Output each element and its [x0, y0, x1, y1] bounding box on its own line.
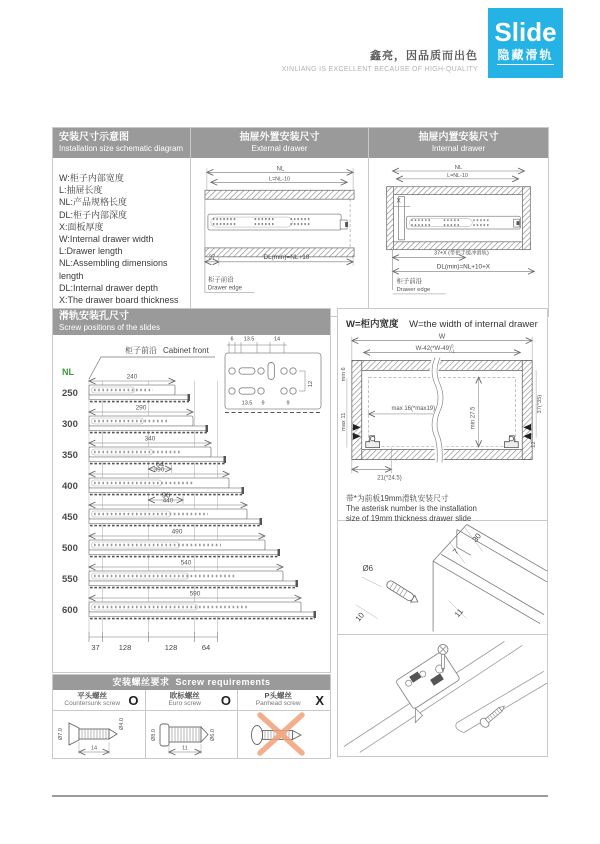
svg-text:9: 9 [286, 400, 290, 407]
dim-max11: max 11 [340, 412, 347, 432]
nl-value: 550 [62, 574, 78, 585]
svg-text:13.5: 13.5 [241, 400, 253, 407]
definition-line: DL:Internal drawer depth [59, 282, 159, 293]
dim-w42: $W-42(*W-49)^0$ -1 [415, 343, 455, 354]
internal-drawer-panel [368, 127, 549, 317]
svg-text:12: 12 [308, 380, 314, 388]
screw-requirements-panel [52, 674, 331, 759]
external-drawer-header [191, 128, 368, 158]
right-column [337, 308, 548, 757]
schematic-header [53, 128, 190, 158]
svg-text:柜子前沿: 柜子前沿 [125, 346, 157, 355]
definition-line: L:Drawer length [59, 246, 123, 257]
screw-requirements-title-en: Screw requirements [175, 677, 271, 687]
assembly-section [338, 635, 547, 754]
brand-subtitle: 隐藏滑轨 [497, 46, 553, 65]
internal-drawer-header [369, 128, 548, 158]
slide-row [89, 529, 280, 557]
screw-positions-panel [52, 308, 331, 673]
dim-head: Ø8.0 [150, 729, 157, 741]
dim-d6: Ø6 [362, 564, 373, 574]
dim-min275: min 27.5 [470, 406, 477, 430]
internal-title-en: Internal drawer [431, 144, 486, 153]
schematic-title-zh: 安装尺寸示意图 [59, 132, 129, 143]
svg-text:64: 64 [201, 643, 211, 652]
panhead-screw-label [238, 690, 330, 711]
definition-line: X:The drawer board thickness [59, 295, 179, 306]
svg-text:9: 9 [261, 400, 265, 407]
svg-text:590: 590 [189, 590, 201, 598]
dim-30: 30 [470, 531, 484, 545]
drawer-edge-en: Drawer edge [207, 285, 242, 292]
dim-leaders [356, 527, 483, 618]
dim-head: Ø7.0 [58, 728, 64, 740]
svg-text:128: 128 [118, 643, 132, 652]
slide-assembly [208, 214, 348, 230]
svg-text:64: 64 [155, 459, 165, 469]
slide-row [89, 560, 298, 588]
countersunk-name-en: Countersunk screw [64, 700, 121, 708]
external-title-en: External drawer [251, 144, 308, 153]
svg-text:14: 14 [273, 336, 281, 343]
euro-screw-cell [146, 690, 239, 758]
external-title-zh: 抽屉外置安装尺寸 [239, 132, 320, 143]
nl-value: 600 [62, 605, 78, 616]
screw-requirements-header [53, 675, 330, 690]
nl-column-header: NL [62, 367, 74, 377]
euro-screw-label [146, 690, 238, 711]
cross-section-drawing [338, 330, 547, 488]
dim-11: 11 [452, 606, 465, 620]
dim-nl: NL [454, 165, 463, 172]
asterisk-note-en2: size of 19mm thickness drawer slide [346, 514, 472, 524]
tagline-zh: 鑫亮，因品质而出色 [370, 50, 478, 62]
panhead-name-en: Panhead screw [255, 700, 301, 708]
dim-37-35: 37(*35) [537, 394, 544, 414]
asterisk-note-zh: 带*为前板19mm滑轨安装尺寸 [346, 494, 449, 503]
dim-max16: max 16(*max19) [391, 405, 436, 412]
svg-text:13.5: 13.5 [243, 336, 255, 343]
asterisk-note-en1: The asterisk number is the installation [346, 504, 477, 514]
dim-w: W [438, 333, 446, 341]
panhead-screw-cell [238, 690, 330, 758]
dim-length: 11 [181, 745, 188, 752]
screw-positions-drawing [53, 335, 330, 667]
screw-positions-header [53, 309, 330, 335]
svg-text:540: 540 [180, 559, 192, 567]
internal-width-title-en: W=the width of internal drawer [409, 319, 538, 330]
screw-side [478, 702, 507, 729]
svg-text:96: 96 [161, 490, 171, 500]
countersunk-screw-label [53, 690, 145, 711]
internal-width-title [338, 309, 547, 330]
svg-text:440: 440 [162, 497, 174, 505]
drawer-edge-en: Drawer edge [396, 286, 431, 293]
svg-text:128: 128 [164, 643, 178, 652]
svg-text:390: 390 [153, 466, 165, 474]
internal-width-title-zh: W=柜内宽度 [346, 319, 399, 330]
dim-nl: NL [276, 166, 285, 173]
definition-line: W:Internal drawer width [59, 234, 154, 245]
svg-text:240: 240 [126, 373, 138, 381]
dim-front: 37+X (带把手缓冲滑轨) [434, 250, 489, 257]
tagline-en: XINLIANG IS EXCELLENT BECAUSE OF HIGH-QUALITY [281, 66, 478, 73]
definition-line: X:面板厚度 [59, 221, 104, 232]
definition-line: W:柜子内部宽度 [59, 173, 124, 183]
front-fixing-drawing [338, 521, 547, 634]
screw-positions-title-zh: 滑轨安装孔尺寸 [59, 311, 129, 322]
dim-l: L=NL-10 [447, 172, 468, 179]
internal-width-section [338, 309, 547, 524]
nl-value: 250 [62, 388, 78, 399]
dim-front: 37 [208, 254, 216, 261]
definition-line: NL:Assembling dimensions length [59, 258, 168, 281]
screw-requirements-title-zh: 安装螺丝要求 [112, 677, 170, 687]
brand-logo [488, 8, 563, 78]
dim-length: 14 [90, 745, 98, 752]
drawer-edge-zh: 柜子前沿 [207, 276, 234, 284]
top-section-row [52, 127, 549, 317]
internal-title-zh: 抽屉内置安装尺寸 [418, 132, 499, 143]
svg-text:490: 490 [171, 528, 183, 536]
asterisk-note [338, 493, 547, 525]
bottom-dimensions [89, 632, 218, 652]
nl-value: 450 [62, 512, 78, 523]
hole-pattern-inset [225, 337, 321, 413]
svg-text:21(*24.5): 21(*24.5) [377, 475, 402, 482]
dowel-screw [385, 580, 419, 606]
svg-text:340: 340 [144, 435, 156, 443]
dim-shaft: Ø4.0 [119, 718, 125, 730]
dim-shaft: Ø6.0 [209, 729, 216, 741]
assembly-drawing [338, 635, 547, 753]
external-drawer-panel [190, 127, 369, 317]
svg-text:Cabinet front: Cabinet front [163, 346, 209, 355]
panhead-name-zh: P头螺丝 [264, 691, 292, 701]
dim-12: 12 [531, 441, 538, 448]
screw-positions-title-en: Screw positions of the slides [59, 323, 160, 332]
tagline [282, 47, 478, 73]
slide-row [89, 591, 316, 619]
nl-value: 500 [62, 543, 78, 554]
cabinet-front-label [89, 345, 215, 379]
nl-value: 300 [62, 419, 78, 430]
panel-edges [433, 525, 547, 632]
dim-depth: DL(min)=NL+10+X [436, 263, 491, 271]
front-fixing-section [338, 521, 547, 635]
svg-text:290: 290 [135, 404, 147, 412]
svg-text:6: 6 [230, 336, 234, 343]
drawer-edge-zh: 柜子前沿 [396, 278, 423, 286]
panhead-screw-drawing [238, 711, 330, 757]
euro-name-en: Euro screw [168, 700, 201, 708]
svg-text:37: 37 [91, 643, 100, 652]
screw-requirements-body [53, 690, 330, 758]
euro-screw-drawing [146, 711, 238, 757]
brand-name: Slide [494, 17, 557, 47]
internal-drawer-drawing [369, 158, 548, 304]
definition-line: L:抽屉长度 [59, 185, 103, 196]
definition-line: NL:产品规格长度 [59, 197, 128, 208]
countersunk-mark: O [128, 692, 139, 708]
dim-x: X [396, 197, 401, 205]
slide-row [89, 498, 262, 526]
nl-value: 350 [62, 450, 78, 461]
slide-row [89, 374, 190, 402]
external-drawer-drawing [191, 158, 368, 304]
footer-divider [52, 795, 548, 797]
dim-l: L=NL-10 [268, 176, 291, 183]
countersunk-screw-cell [53, 690, 146, 758]
dim-10: 10 [353, 610, 367, 624]
countersunk-name-zh: 平头螺丝 [77, 691, 108, 701]
slide-assembly [406, 216, 520, 229]
schematic-title-en: Installation size schematic diagram [59, 144, 184, 153]
euro-mark: O [220, 692, 232, 708]
mounting-bracket [390, 651, 466, 723]
dim-7: 7 [451, 547, 461, 557]
schematic-panel [52, 127, 191, 317]
panhead-mark: X [315, 692, 325, 708]
dim-min6: min 6 [340, 367, 347, 382]
dimension-definitions [53, 158, 190, 316]
countersunk-screw-drawing [53, 711, 145, 757]
definition-line: DL:柜子内部深度 [59, 209, 128, 220]
euro-name-zh: 欧标螺丝 [169, 691, 200, 701]
dim-depth: DL(min)=NL+10 [263, 253, 310, 261]
nl-value: 400 [62, 481, 78, 492]
